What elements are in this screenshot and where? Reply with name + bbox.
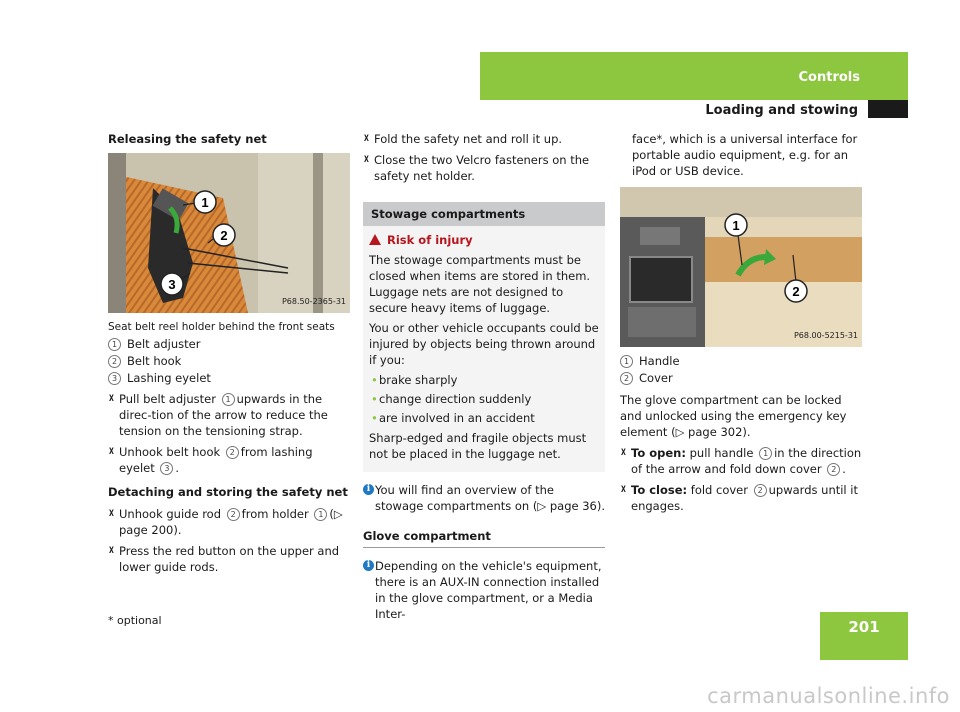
svg-text:1: 1 [732, 218, 740, 233]
warning-icon [369, 234, 381, 245]
header-tab [868, 100, 908, 118]
warning-text: The stowage compartments must be closed when items are stored in them. Luggage nets are not designed to secure heavy items of luggage. [369, 253, 591, 315]
warning-title: Risk of injury [369, 232, 599, 248]
warning-text: You or other vehicle occupants could be injured by objects being thrown around if you: [369, 321, 599, 367]
instruction-step: X To close: fold cover 2 upwards until it engages. [620, 482, 862, 514]
svg-text:3: 3 [168, 277, 176, 292]
warning-text: Sharp-edged and fragile objects must not be placed in the luggage net. [369, 431, 587, 461]
instruction-step: X Press the red button on the upper and lower guide rods. [108, 543, 350, 575]
box-title: Stowage compartments [363, 202, 605, 226]
warning-bullet: • brake sharply [369, 372, 599, 388]
column-left [108, 131, 350, 580]
legend-item: 2 Cover [620, 370, 862, 386]
stowage-box [363, 202, 605, 472]
info-icon: i [363, 484, 374, 495]
legend-item: 2 Belt hook [108, 353, 350, 369]
continued-text: face*, which is a universal interface for portable audio equipment, e.g. for an iPod or USB device. [632, 132, 858, 178]
legend-item: 1 Handle [620, 353, 862, 369]
instruction-step: X Close the two Velcro fasteners on the safety net holder. [363, 152, 605, 184]
seat-belt-reel-image [108, 153, 350, 313]
info-icon: i [363, 560, 374, 571]
instruction-step: X To open: pull handle 1 in the direction of the arrow and fold down cover 2 . [620, 445, 862, 477]
column-right [620, 131, 862, 519]
glove-compartment-image [620, 187, 862, 347]
instruction-step: X Fold the safety net and roll it up. [363, 131, 605, 147]
heading-detaching-net: Detaching and storing the safety net [108, 485, 348, 499]
instruction-step: X Unhook guide rod 2 from holder 1 (▷ page 200). [108, 506, 350, 538]
watermark: carmanualsonline.info [707, 684, 950, 708]
warning-bullet: • change direction suddenly [369, 391, 599, 407]
info-note: i You will find an overview of the stowage compartments on (▷ page 36). [363, 482, 605, 514]
section-title: Loading and stowing [705, 103, 858, 118]
body-paragraph: The glove compartment can be locked and unlocked using the emergency key element (▷ page 302). [620, 393, 847, 439]
svg-text:2: 2 [220, 228, 228, 243]
glove-compartment-illustration [620, 187, 862, 347]
info-note: i Depending on the vehicle's equipment, there is an AUX-IN connection installed in the glove compartment, or a Media Inter- [363, 558, 605, 622]
svg-text:1: 1 [201, 195, 209, 210]
chapter-title: Controls [798, 70, 860, 85]
image-caption: Seat belt reel holder behind the front seats [108, 321, 335, 333]
footnote: * optional [108, 614, 162, 627]
heading-releasing-net: Releasing the safety net [108, 132, 267, 146]
image-reference: P68.50-2365-31 [281, 297, 346, 306]
legend-item: 1 Belt adjuster [108, 336, 350, 352]
column-middle [363, 131, 605, 630]
instruction-step: X Unhook belt hook 2 from lashing eyelet 3 . [108, 444, 350, 476]
instruction-step: X Pull belt adjuster 1 upwards in the direc-tion of the arrow to reduce the tension on the tensioning strap. [108, 391, 350, 439]
legend-item: 3 Lashing eyelet [108, 370, 350, 386]
heading-glove-compartment: Glove compartment [363, 528, 605, 548]
warning-panel [363, 226, 605, 472]
seat-belt-illustration [108, 153, 350, 313]
image-reference: P68.00-5215-31 [793, 331, 858, 340]
warning-bullet: • are involved in an accident [369, 410, 599, 426]
svg-text:2: 2 [792, 284, 800, 299]
page-number: 201 [848, 618, 880, 636]
